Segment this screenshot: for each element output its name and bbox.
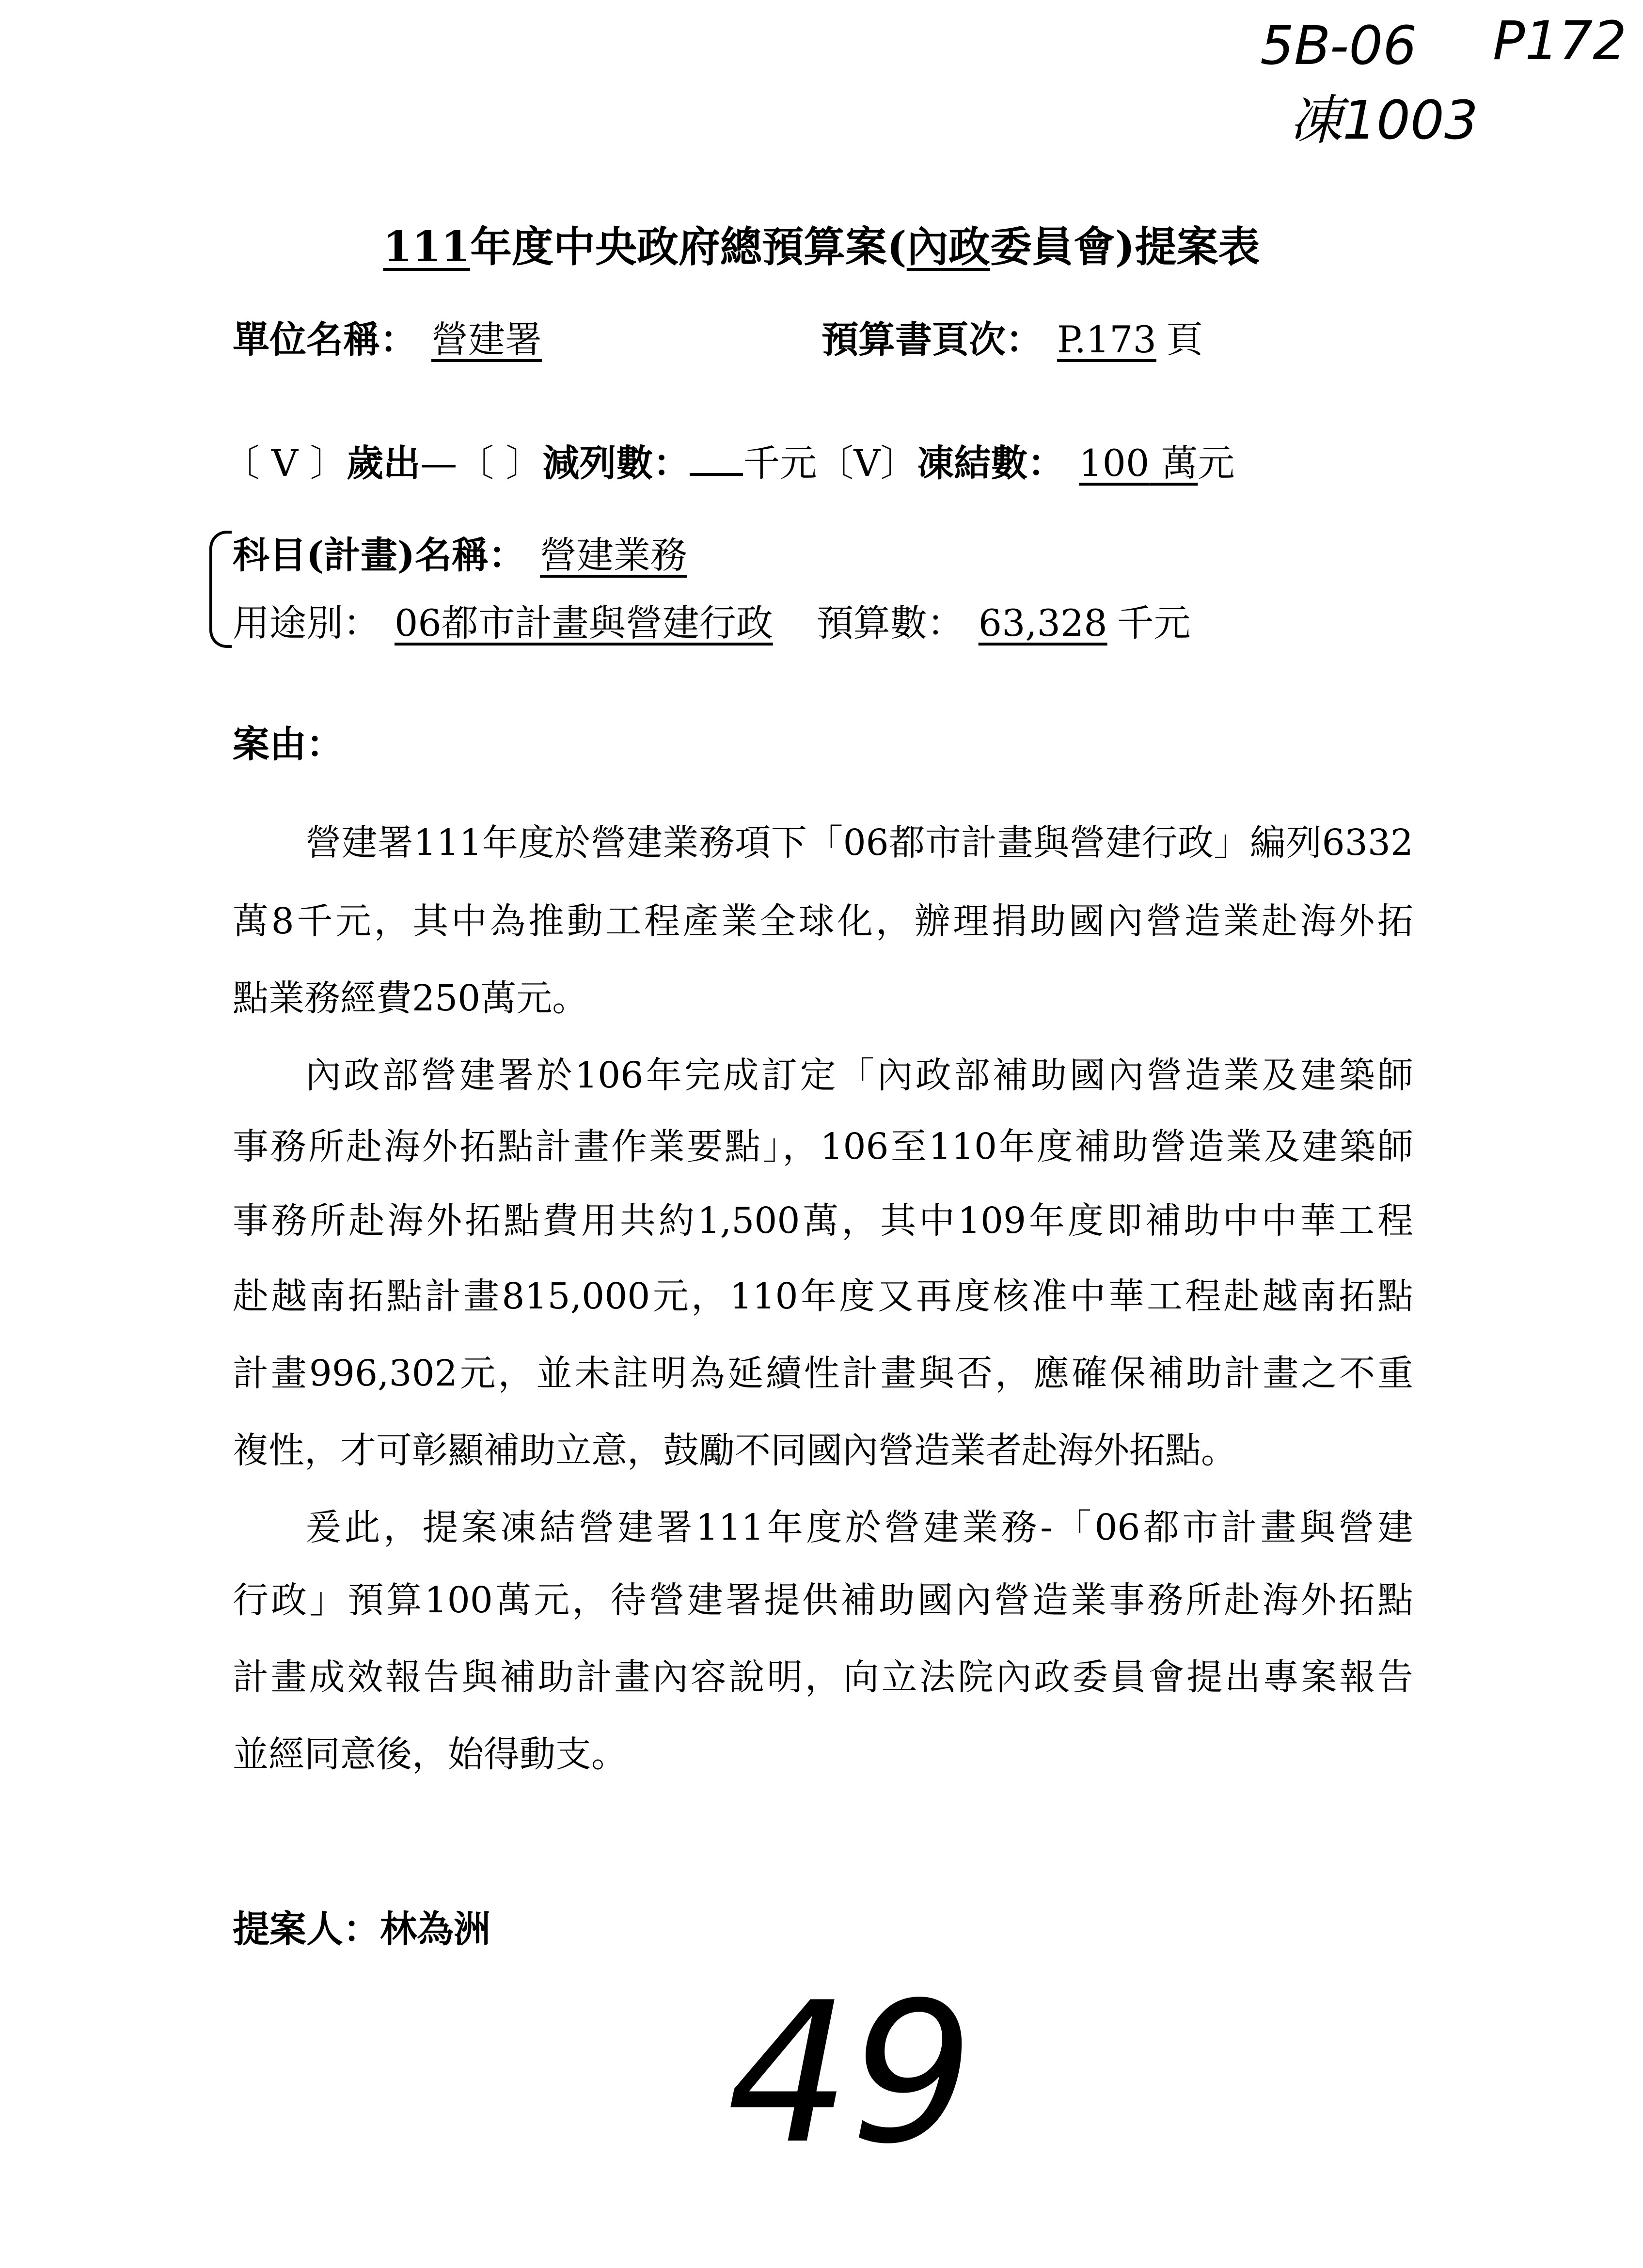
page-title: [0, 213, 1643, 273]
reason-line: 計畫成效報告與補助計畫內容說明，向立法院內政委員會提出專案報告: [233, 1656, 1413, 1698]
unit-row: [233, 310, 590, 363]
freeze-label: 凍結數：: [917, 441, 1065, 485]
budget-value: 63,328: [978, 601, 1107, 645]
title-committee: 內政: [906, 222, 990, 271]
page-value: P.173: [1057, 318, 1156, 361]
title-committee-suffix: 委員會: [990, 222, 1115, 271]
handwritten-freeze-note: 凍1003: [1289, 89, 1478, 151]
page-label: 預算書頁次：: [822, 318, 1043, 361]
freeze-amount: 100: [1079, 441, 1150, 485]
use-label: 用途別：: [233, 601, 380, 645]
expenditure-checkbox: 〔 V 〕: [223, 441, 347, 485]
handwritten-page-number: 49: [727, 1961, 974, 2187]
proposer: [233, 1900, 490, 1953]
page-row: [822, 310, 1203, 363]
page-suffix: 頁: [1166, 318, 1203, 361]
reduce-blank: [690, 473, 743, 476]
reduce-checkbox: 〔 〕: [457, 441, 543, 485]
freeze-unit-underlined: 萬: [1161, 441, 1198, 485]
handwritten-code: 5B-06: [1260, 15, 1417, 77]
handwritten-page-ref: P172: [1493, 10, 1627, 72]
options-row: [223, 434, 1235, 487]
use-value: 06都市計畫與營建行政: [395, 601, 773, 645]
expenditure-label: 歲出: [347, 441, 421, 485]
dash: —: [420, 441, 458, 485]
reduce-label: 減列數：: [542, 441, 690, 485]
freeze-unit: 元: [1198, 441, 1235, 485]
subject-label: 科目(計畫)名稱：: [233, 534, 525, 577]
freeze-value: [1064, 441, 1198, 485]
title-year: 111: [383, 222, 471, 271]
budget-unit: 千元: [1117, 601, 1191, 645]
freeze-checkbox: 〔V〕: [817, 441, 917, 485]
proposer-name: 林為洲: [380, 1907, 490, 1951]
proposer-label: 提案人：: [233, 1907, 380, 1951]
reason-line: 事務所赴海外拓點費用共約1,500萬，其中109年度即補助中中華工程: [233, 1200, 1413, 1242]
reason-line: 萬8千元，其中為推動工程產業全球化，辦理捐助國內營造業赴海外拓: [233, 900, 1413, 942]
subject-row: [233, 526, 726, 579]
reason-line: 複性，才可彰顯補助立意，鼓勵不同國內營造業者赴海外拓點。: [233, 1430, 1237, 1471]
subject-value: 營建業務: [539, 534, 687, 577]
reason-line: 營建署111年度於營建業務項下「06都市計畫與營建行政」編列6332: [305, 822, 1413, 864]
reason-line: 赴越南拓點計畫815,000元，110年度又再度核准中華工程赴越南拓點: [233, 1276, 1413, 1317]
reduce-unit: 千元: [743, 441, 817, 485]
reason-line: 內政部營建署於106年完成訂定「內政部補助國內營造業及建築師: [305, 1055, 1413, 1096]
budget-label: 預算數：: [816, 601, 964, 645]
title-text: 年度中央政府總預算案(: [470, 222, 907, 271]
reason-line: 計畫996,302元，並未註明為延續性計畫與否，應確保補助計畫之不重: [233, 1353, 1413, 1394]
unit-value: 營建署: [431, 318, 542, 361]
reason-line: 爰此，提案凍結營建署111年度於營建業務-「06都市計畫與營建: [305, 1507, 1413, 1548]
title-suffix: )提案表: [1115, 222, 1260, 271]
subject-bracket: [209, 531, 232, 648]
reason-line: 行政」預算100萬元，待營建署提供補助國內營造業事務所赴海外拓點: [233, 1579, 1413, 1621]
reason-line: 點業務經費250萬元。: [233, 977, 588, 1019]
reason-label: 案由：: [233, 723, 343, 766]
reason-line: 並經同意後，始得動支。: [233, 1733, 627, 1775]
reason-line: 事務所赴海外拓點計畫作業要點」，106至110年度補助營造業及建築師: [233, 1126, 1413, 1167]
use-row: [233, 594, 1191, 646]
unit-label: 單位名稱：: [233, 318, 417, 361]
